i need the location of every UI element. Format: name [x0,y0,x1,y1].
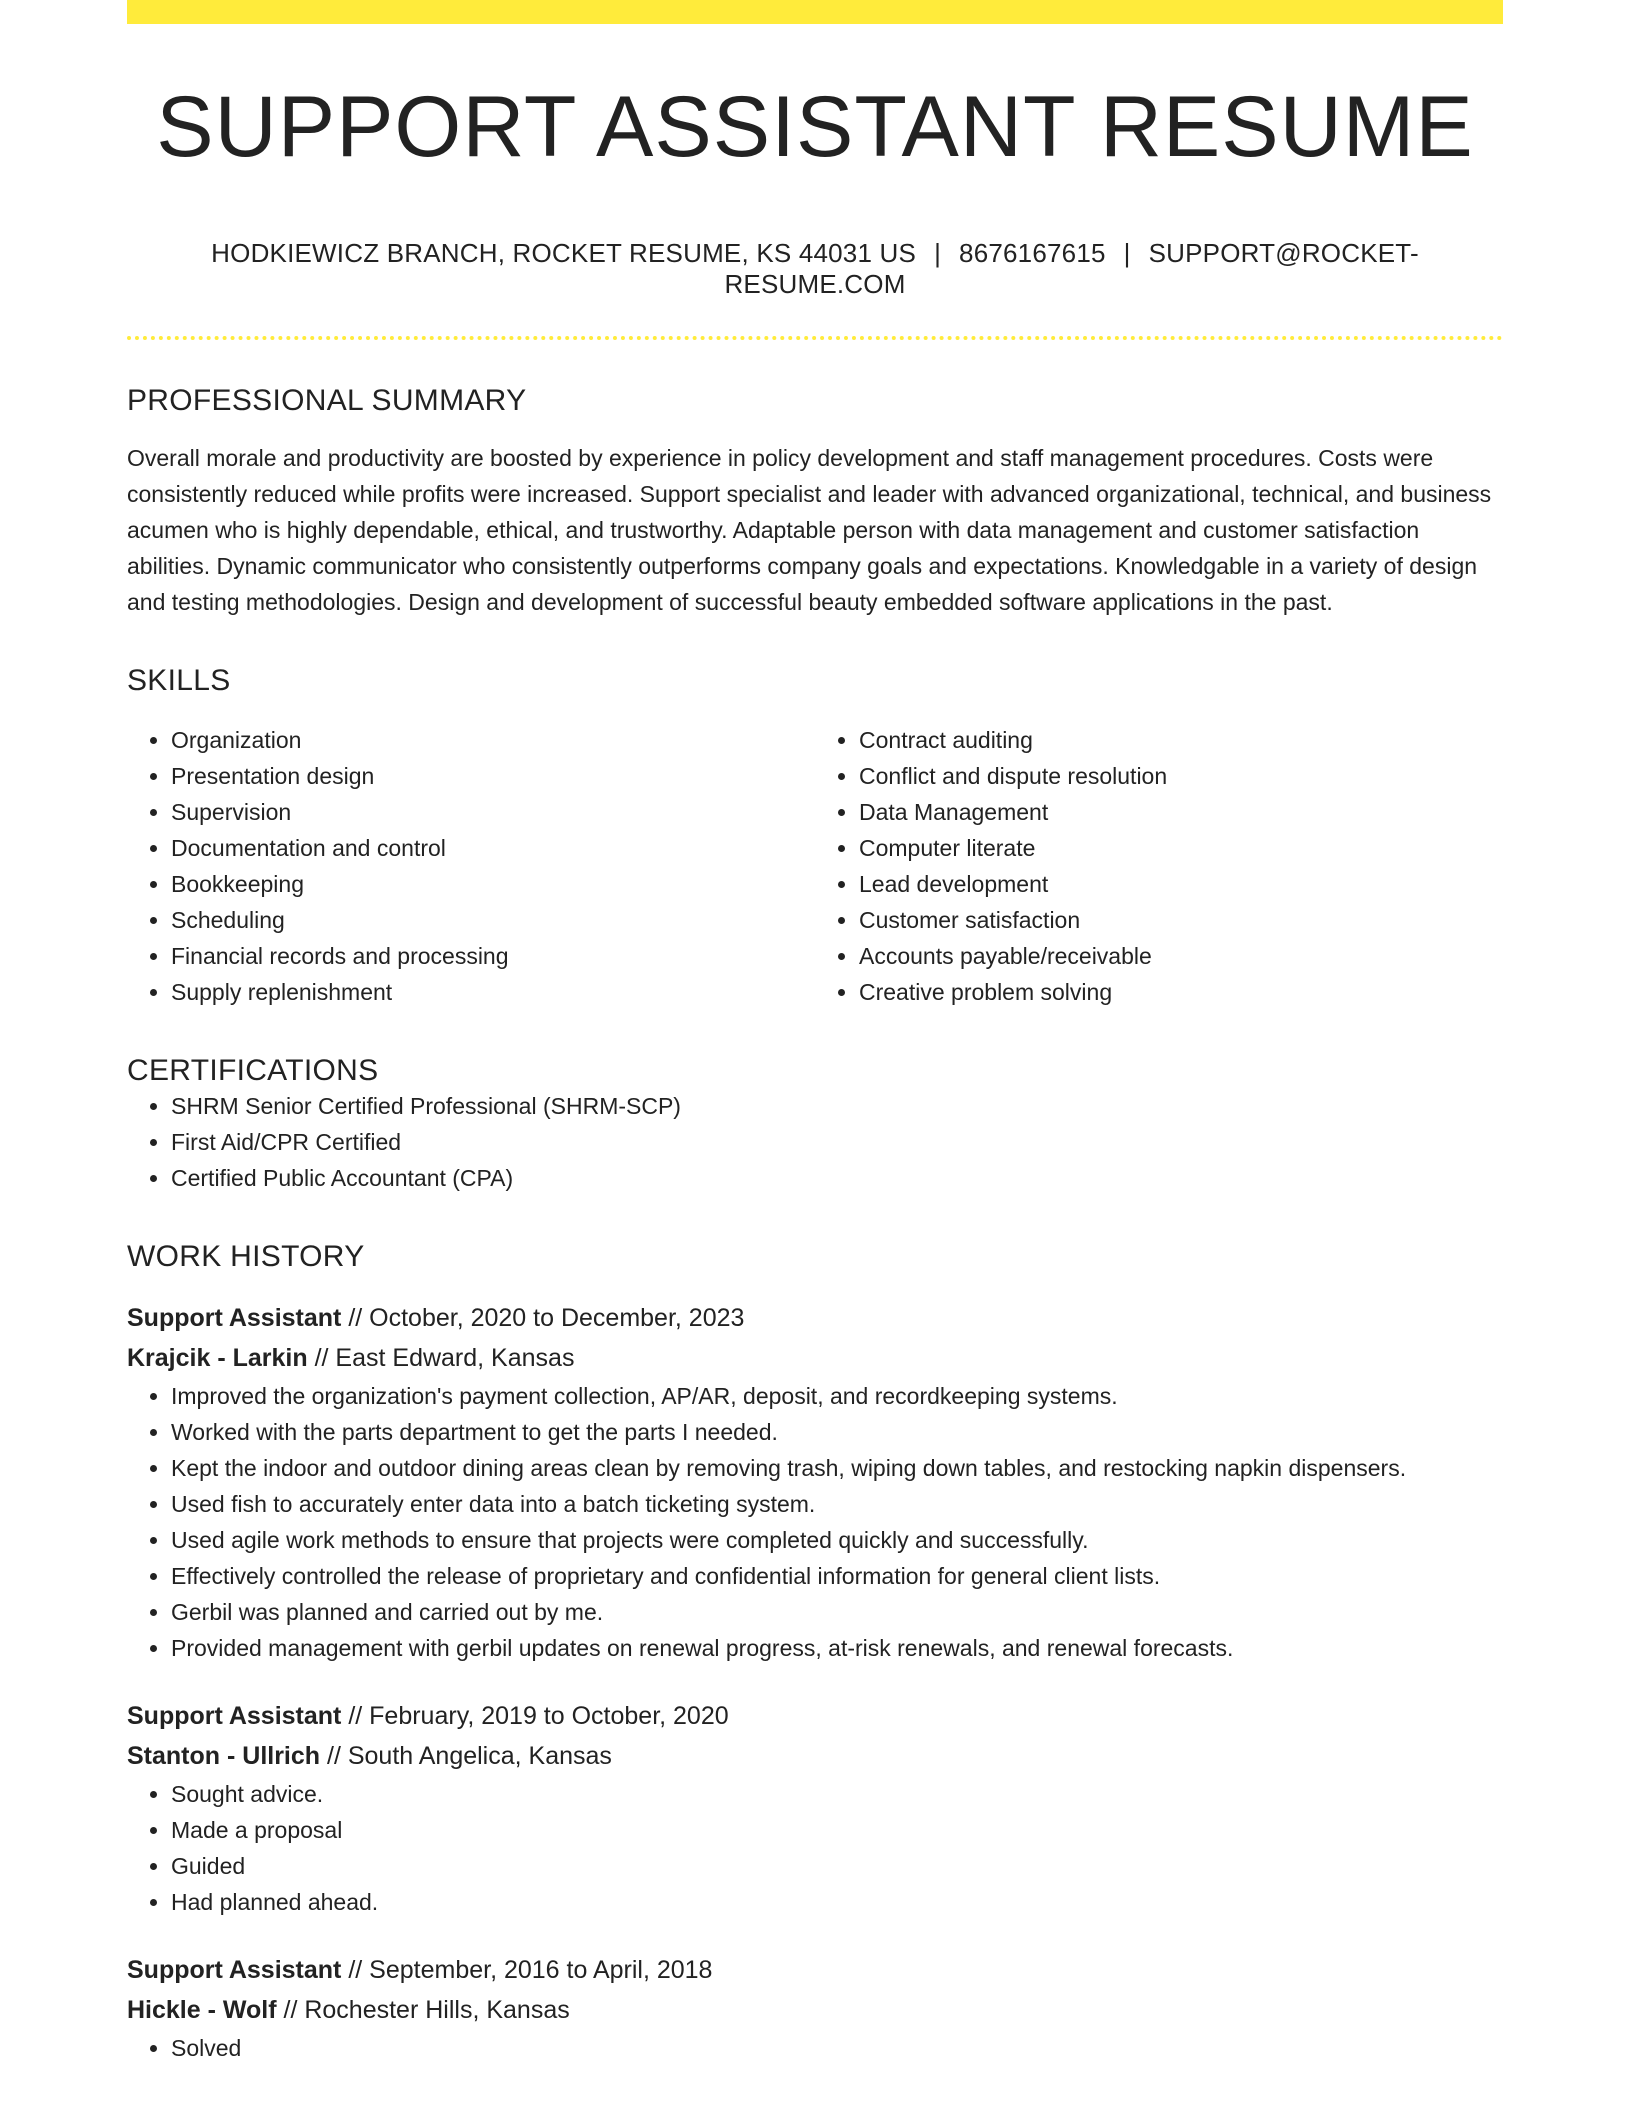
dotted-divider [127,336,1503,340]
work-history-heading: WORK HISTORY [127,1240,365,1273]
certification-item: • First Aid/CPR Certified [171,1124,1503,1160]
job-duty: • Improved the organization's payment collection, AP/AR, deposit, and recordkeeping systems. [171,1378,1503,1414]
skill-item: • Financial records and processing [171,938,815,974]
contact-address: HODKIEWICZ BRANCH, ROCKET RESUME, KS 44031 US [211,238,917,268]
accent-top-bar [127,0,1503,24]
skills-columns [127,722,1503,1010]
skill-item: • Contract auditing [859,722,1503,758]
job-entry [127,1950,1503,2066]
job-duties-list [127,1776,1503,1920]
skill-item: • Supply replenishment [171,974,815,1010]
job-duty: • Effectively controlled the release of proprietary and confidential information for general client lists. [171,1558,1503,1594]
job-company-line [127,1338,1503,1378]
job-dates: // October, 2020 to December, 2023 [341,1304,745,1332]
job-location: // Rochester Hills, Kansas [276,1996,570,2024]
job-entry [127,1298,1503,1666]
job-title: Support Assistant [127,1956,342,1984]
certification-item: • Certified Public Accountant (CPA) [171,1160,1503,1196]
resume-page [127,0,1503,2066]
skill-item: • Presentation design [171,758,815,794]
contact-line [127,238,1503,300]
contact-phone: 8676167615 [959,238,1106,268]
skill-item: • Creative problem solving [859,974,1503,1010]
resume-title: SUPPORT ASSISTANT RESUME [156,79,1474,175]
job-duty: • Made a proposal [171,1812,1503,1848]
skill-item: • Data Management [859,794,1503,830]
skill-item: • Conflict and dispute resolution [859,758,1503,794]
job-duty: • Provided management with gerbil updates on renewal progress, at-risk renewals, and renewal forecasts. [171,1630,1503,1666]
skill-item: • Accounts payable/receivable [859,938,1503,974]
skill-item: • Supervision [171,794,815,830]
job-duties-list [127,1378,1503,1666]
job-company: Stanton - Ullrich [127,1742,321,1770]
certifications-heading: CERTIFICATIONS [127,1054,379,1087]
job-location: // South Angelica, Kansas [320,1742,612,1770]
job-title: Support Assistant [127,1702,342,1730]
job-duty: • Had planned ahead. [171,1884,1503,1920]
job-title: Support Assistant [127,1304,342,1332]
job-company: Krajcik - Larkin [127,1344,308,1372]
contact-email: SUPPORT@ROCKET-RESUME.COM [724,238,1419,299]
job-location: // East Edward, Kansas [307,1344,575,1372]
skill-item: • Bookkeeping [171,866,815,902]
certification-item: • SHRM Senior Certified Professional (SHRM-SCP) [171,1088,1503,1124]
job-title-line [127,1298,1503,1338]
skills-list-right [815,722,1503,1010]
skill-item: • Lead development [859,866,1503,902]
skill-item: • Documentation and control [171,830,815,866]
job-duty: • Kept the indoor and outdoor dining areas clean by removing trash, wiping down tables, and restocking napkin dispensers. [171,1450,1503,1486]
summary-text: Overall morale and productivity are boosted by experience in policy development and staff management procedures. Costs were consistently reduced while profits were increased. Support specialist and leader with advanced organizational, technical, and business acumen who is highly dependable, ethical, and trustworthy. Adaptable person with data management and customer satisfaction abilities. Dynamic communicator who consistently outperforms company goals and expectations. Knowledgable in a variety of design and testing methodologies. Design and development of successful beauty embedded software applications in the past. [127,445,1492,615]
job-duty: • Sought advice. [171,1776,1503,1812]
certifications-list [127,1088,1503,1196]
skill-item: • Scheduling [171,902,815,938]
skill-item: • Computer literate [859,830,1503,866]
job-duty: • Used agile work methods to ensure that projects were completed quickly and successfully. [171,1522,1503,1558]
job-dates: // February, 2019 to October, 2020 [341,1702,729,1730]
skill-item: • Organization [171,722,815,758]
job-company-line [127,1990,1503,2030]
job-duty: • Worked with the parts department to get the parts I needed. [171,1414,1503,1450]
job-duty: • Guided [171,1848,1503,1884]
job-dates: // September, 2016 to April, 2018 [341,1956,713,1984]
job-company-line [127,1736,1503,1776]
job-duty: • Gerbil was planned and carried out by me. [171,1594,1503,1630]
job-title-line [127,1950,1503,1990]
job-entry [127,1696,1503,1920]
skills-list-left [127,722,815,1010]
contact-separator: | [1123,238,1131,268]
job-duties-list [127,2030,1503,2066]
job-duty: • Used fish to accurately enter data into a batch ticketing system. [171,1486,1503,1522]
job-company: Hickle - Wolf [127,1996,277,2024]
summary-heading: PROFESSIONAL SUMMARY [127,384,527,417]
contact-separator: | [934,238,942,268]
job-duty: • Solved [171,2030,1503,2066]
job-title-line [127,1696,1503,1736]
skills-heading: SKILLS [127,664,231,697]
skill-item: • Customer satisfaction [859,902,1503,938]
